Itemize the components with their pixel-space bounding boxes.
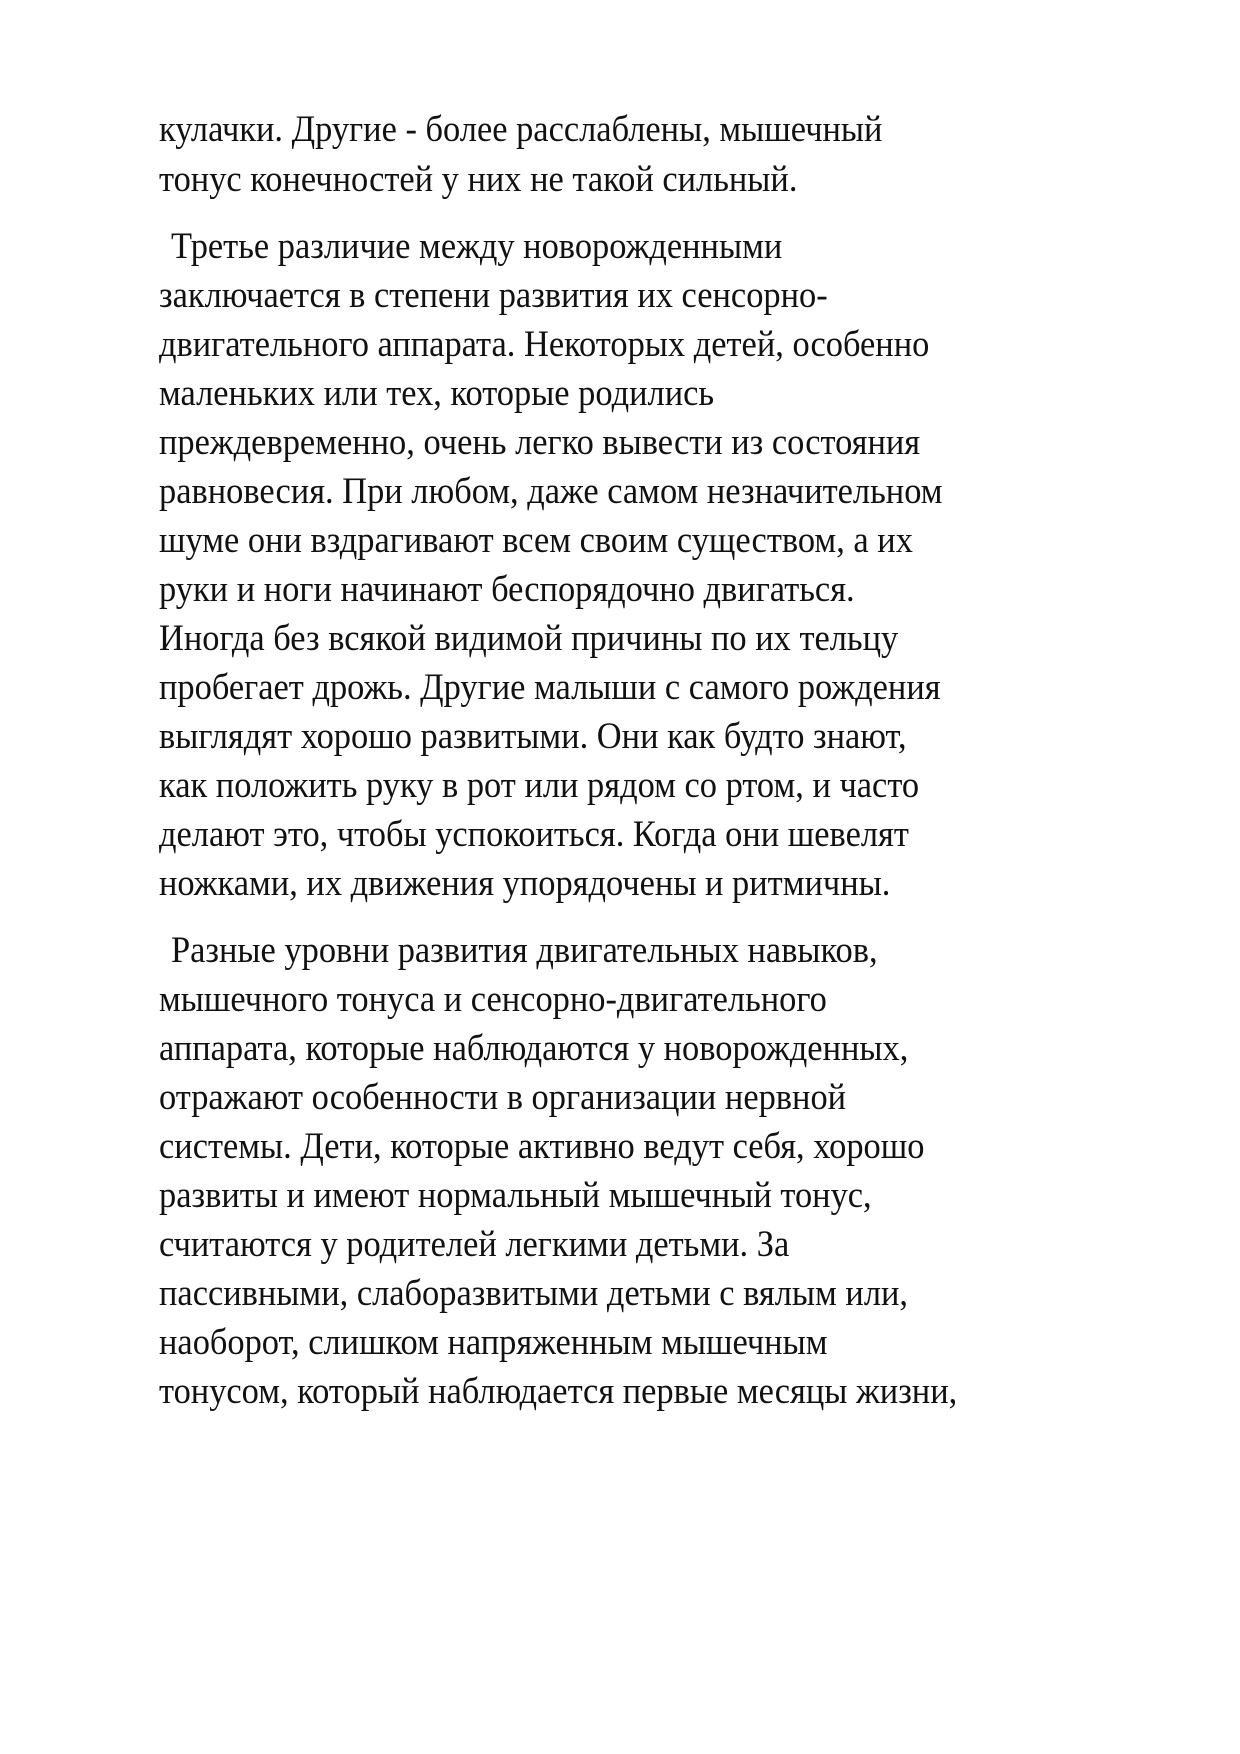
- text-line: преждевременно, очень легко вывести из состояния: [159, 422, 921, 463]
- text-line: руки и ноги начинают беспорядочно двигаться.: [159, 569, 855, 610]
- paragraph-first-line: Третье различие между новорожденными: [171, 226, 783, 267]
- text-line: системы. Дети, которые активно ведут себя, хорошо: [159, 1126, 925, 1167]
- text-line: шуме они вздрагивают всем своим существом, а их: [159, 520, 913, 561]
- text-line: мышечного тонуса и сенсорно-двигательного: [159, 979, 827, 1020]
- text-line: аппарата, которые наблюдаются у новорожденных,: [159, 1028, 909, 1069]
- text-line: маленьких или тех, которые родились: [159, 373, 715, 414]
- paragraph-first-line: Разные уровни развития двигательных навыков,: [171, 930, 878, 971]
- text-line: развиты и имеют нормальный мышечный тонус,: [159, 1175, 872, 1216]
- text-line: отражают особенности в организации нервной: [159, 1077, 847, 1118]
- text-line: наоборот, слишком напряженным мышечным: [159, 1322, 828, 1363]
- text-line: Иногда без всякой видимой причины по их тельцу: [159, 618, 899, 659]
- text-line: выглядят хорошо развитыми. Они как будто знают,: [159, 716, 907, 757]
- text-line: пассивными, слаборазвитыми детьми с вялым или,: [159, 1273, 909, 1314]
- text-line: равновесия. При любом, даже самом незначительном: [159, 471, 943, 512]
- text-line: заключается в степени развития их сенсорно-: [159, 275, 828, 316]
- text-line: тонусом, который наблюдается первые месяцы жизни,: [159, 1371, 958, 1412]
- text-line: ножками, их движения упорядочены и ритмичны.: [159, 863, 891, 904]
- text-line: как положить руку в рот или рядом со ртом, и часто: [159, 765, 920, 806]
- text-line: двигательного аппарата. Некоторых детей, особенно: [159, 324, 930, 365]
- text-line: тонус конечностей у них не такой сильный.: [159, 159, 798, 200]
- text-line: пробегает дрожь. Другие малыши с самого рождения: [159, 667, 941, 708]
- text-line: делают это, чтобы успокоиться. Когда они шевелят: [159, 814, 909, 855]
- text-line: считаются у родителей легкими детьми. За: [159, 1224, 790, 1265]
- text-line: кулачки. Другие - более расслаблены, мышечный: [159, 109, 883, 150]
